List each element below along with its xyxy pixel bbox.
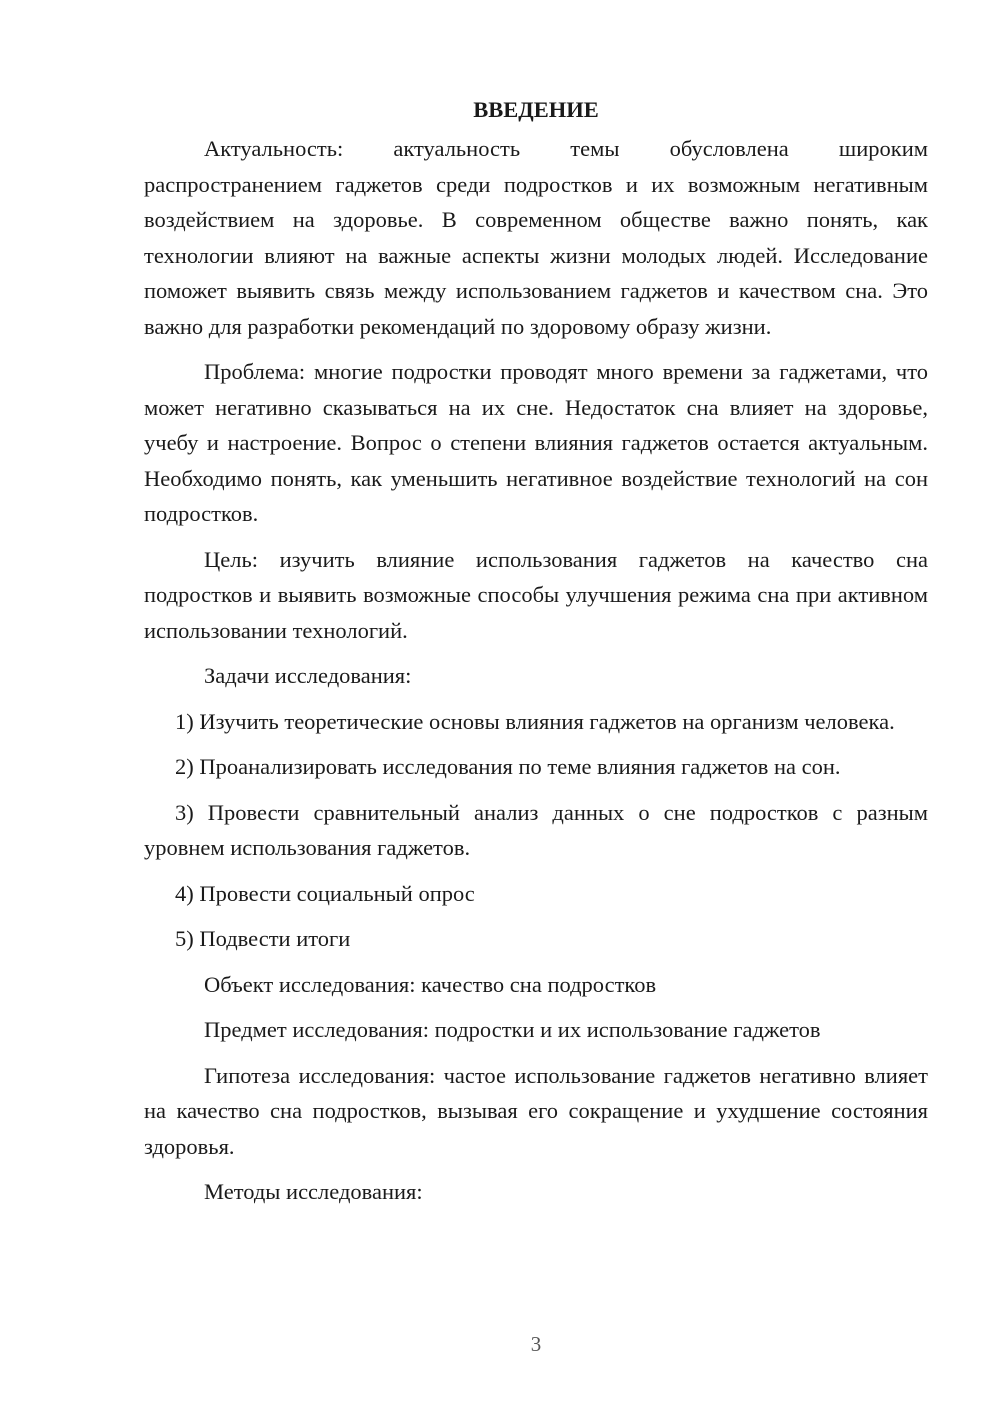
task-item: 4) Провести социальный опрос	[175, 880, 475, 906]
goal-paragraph: Цель: изучить влияние использования гаджетов на качество сна подростков и выявить возможные способы улучшения режима сна при активном использовании технологий.	[144, 546, 928, 643]
task-item: 3) Провести сравнительный анализ данных о сне подростков с разным уровнем использования гаджетов.	[144, 799, 928, 860]
problem-paragraph: Проблема: многие подростки проводят много времени за гаджетами, что может негативно сказываться на их сне. Недостаток сна влияет на здоровье, учебу и настроение. Вопрос о степени влияния гаджетов остается актуальным. Необходимо понять, как уменьшить негативное воздействие технологий на сон подростков.	[144, 359, 928, 526]
task-item: 1) Изучить теоретические основы влияния гаджетов на организм человека.	[175, 708, 895, 734]
research-methods: Методы исследования:	[204, 1179, 423, 1204]
document-page	[144, 92, 928, 1220]
page-number: 3	[530, 1332, 542, 1356]
task-item: 2) Проанализировать исследования по теме влияния гаджетов на сон.	[175, 754, 841, 779]
tasks-heading: Задачи исследования:	[204, 663, 412, 688]
task-item: 5) Подвести итоги	[175, 926, 351, 951]
relevance-paragraph: Актуальность: актуальность темы обусловлена широким распространением гаджетов среди подростков и их возможным негативным воздействием на здоровье. В современном обществе важно понять, как технологии влияют на важные аспекты жизни молодых людей. Исследование поможет выявить связь между использованием гаджетов и качеством сна. Это важно для разработки рекомендаций по здоровому образу жизни.	[144, 136, 928, 339]
research-subject: Предмет исследования: подростки и их использование гаджетов	[204, 1017, 821, 1042]
research-hypothesis: Гипотеза исследования: частое использование гаджетов негативно влияет на качество сна подростков, вызывая его сокращение и ухудшение состояния здоровья.	[144, 1062, 928, 1159]
research-object: Объект исследования: качество сна подростков	[204, 971, 657, 997]
section-heading: ВВЕДЕНИЕ	[473, 97, 599, 122]
